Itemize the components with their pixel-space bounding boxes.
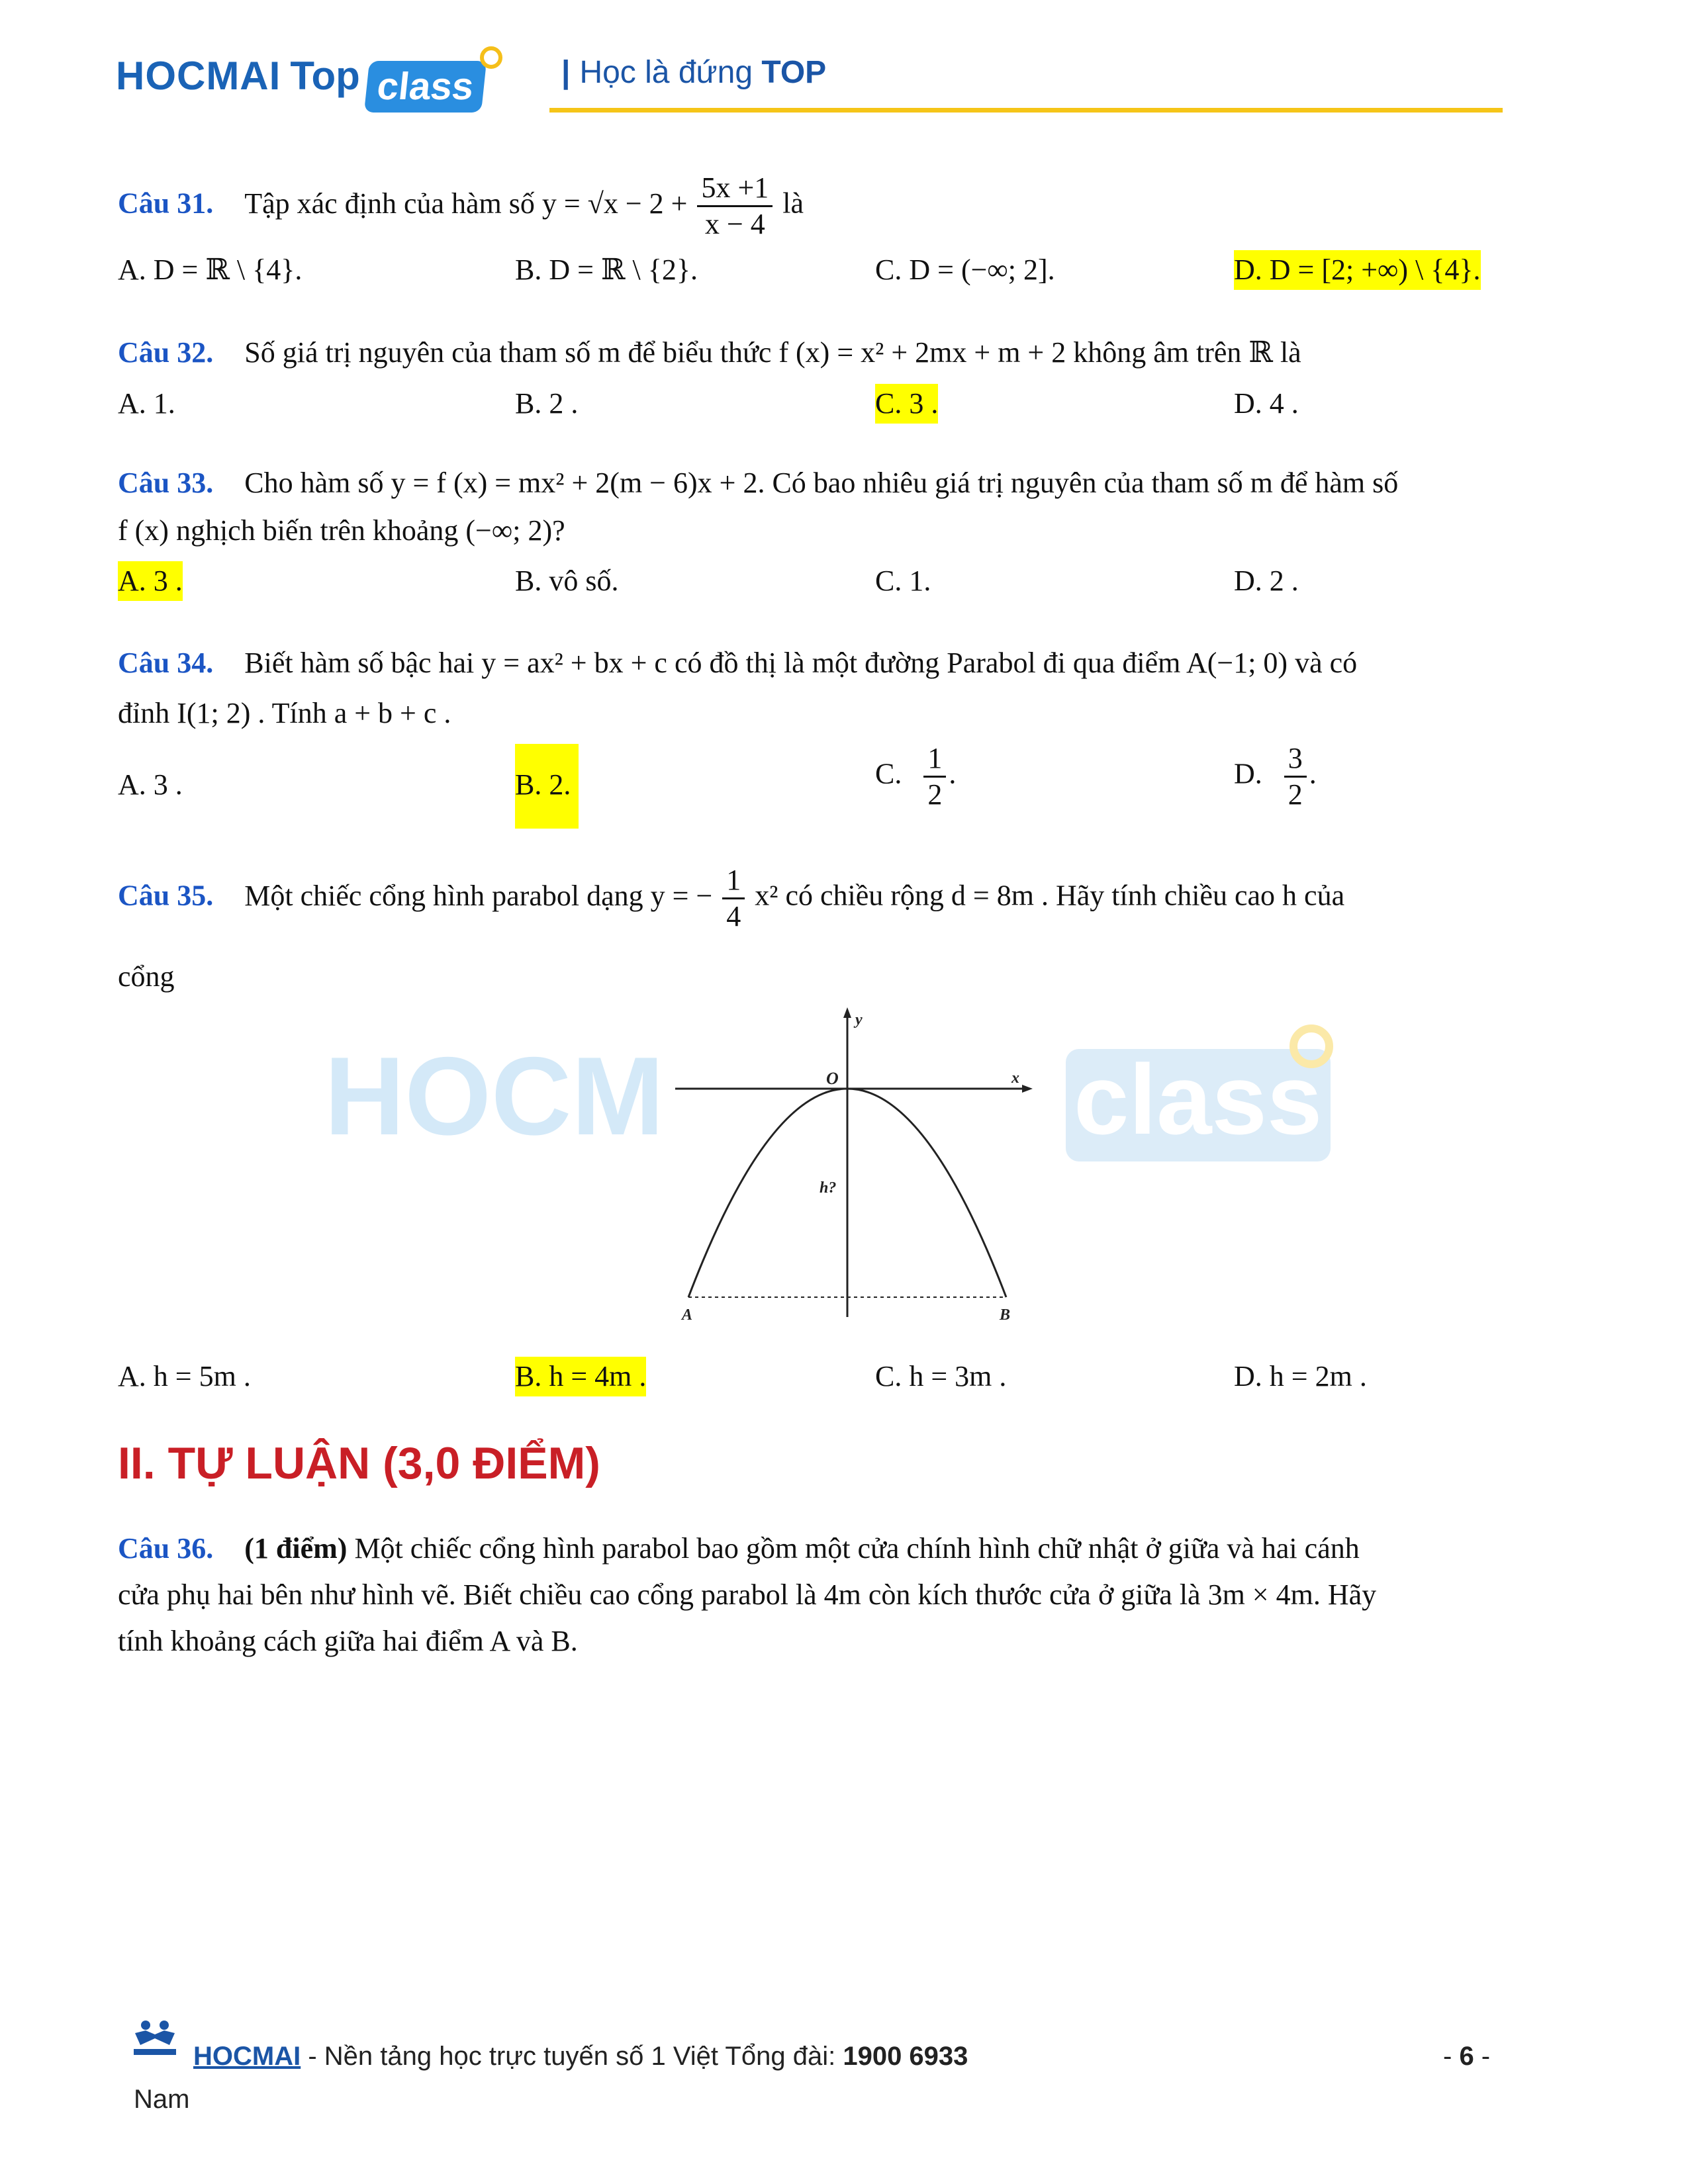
tagline-divider: |: [561, 55, 571, 90]
watermark-class: class: [1074, 1044, 1323, 1155]
height-label: h?: [820, 1179, 837, 1197]
x-axis-label: x: [1011, 1069, 1019, 1087]
q35-option-c[interactable]: C. h = 3m .: [875, 1360, 1007, 1392]
question-36-points: (1 điểm): [244, 1532, 348, 1565]
q34-option-a[interactable]: A. 3 .: [118, 768, 183, 801]
logo-hocmai-text: HOCMAI: [116, 54, 281, 98]
question-36-text-line3: tính khoảng cách giữa hai điểm A và B.: [118, 1625, 578, 1657]
logo-top-text: Top: [290, 54, 360, 98]
q33-option-a-correct[interactable]: A. 3 .: [118, 561, 183, 601]
fraction-numerator: 5x +1: [697, 173, 773, 207]
point-b-label: B: [1000, 1306, 1011, 1324]
q34-option-d[interactable]: [1234, 744, 1317, 809]
question-36-text-line2: cửa phụ hai bên như hình vẽ. Biết chiều cao cổng parabol là 4m còn kích thước cửa ở giữa là 3m × 4m. Hãy: [118, 1578, 1377, 1611]
figure-background: [675, 1006, 1033, 1330]
q34-option-b-correct[interactable]: B. 2.: [515, 768, 571, 801]
fraction-denominator: 2: [927, 778, 943, 811]
hocmai-topclass-logo: [116, 53, 484, 113]
q34-option-c[interactable]: [875, 744, 956, 809]
question-31-number: Câu 31.: [118, 187, 214, 220]
question-34-text: Biết hàm số bậc hai y = ax² + bx + c có đồ thị là một đường Parabol đi qua điểm A(−1; 0) và có: [244, 647, 1358, 679]
question-34-stem: [118, 643, 1357, 683]
q34-option-d-fraction: [1284, 744, 1307, 809]
header-underline: [549, 108, 1503, 113]
question-31-stem: [118, 173, 804, 239]
q34-option-c-label: C.: [875, 757, 902, 790]
page-number-value: 6: [1459, 2042, 1474, 2071]
fraction-denominator: x − 4: [704, 208, 765, 240]
q33-option-b[interactable]: B. vô số.: [515, 565, 619, 597]
q32-option-b[interactable]: B. 2 .: [515, 387, 579, 420]
q32-option-d[interactable]: D. 4 .: [1234, 387, 1299, 420]
header-tagline: [561, 54, 826, 91]
question-31-text: Tập xác định của hàm số y = √x − 2 +: [244, 187, 688, 220]
q32-option-c-correct[interactable]: C. 3 .: [875, 384, 938, 424]
question-34-text-line2: đỉnh I(1; 2) . Tính a + b + c .: [118, 697, 451, 729]
fraction-numerator: 3: [1284, 744, 1307, 778]
question-33-number: Câu 33.: [118, 467, 214, 499]
question-32-text: Số giá trị nguyên của tham số m để biểu thức f (x) = x² + 2mx + m + 2 không âm trên ℝ là: [244, 336, 1301, 369]
logo-class-badge: class: [364, 61, 487, 113]
page-number-suffix: -: [1474, 2042, 1491, 2071]
tagline-text: Học là đứng: [579, 55, 753, 90]
question-36-stem: [118, 1529, 1360, 1569]
question-35-fraction: [722, 866, 745, 931]
question-36-number: Câu 36.: [118, 1532, 214, 1565]
footer-description: - Nền tảng học trực tuyến số 1 Việt Tổng đài:: [301, 2042, 843, 2071]
question-35-text-end: x² có chiều rộng d = 8m . Hãy tính chiều cao h của: [755, 879, 1345, 912]
footer-text: [134, 2042, 968, 2071]
fraction-denominator: 2: [1288, 778, 1303, 811]
fraction-denominator: 4: [726, 900, 741, 933]
tagline-top: TOP: [761, 55, 827, 90]
q35-option-d[interactable]: D. h = 2m .: [1234, 1360, 1367, 1392]
q34-option-d-dot: .: [1309, 757, 1317, 790]
page-number: [1443, 2042, 1490, 2071]
q34-option-c-fraction: [923, 744, 946, 809]
q35-option-b-correct[interactable]: B. h = 4m .: [515, 1357, 646, 1396]
origin-label: O: [826, 1069, 839, 1088]
q31-option-b[interactable]: B. D = ℝ \ {2}.: [515, 253, 698, 286]
q31-option-c[interactable]: C. D = (−∞; 2].: [875, 253, 1055, 286]
footer-last-line: Nam: [134, 2085, 190, 2114]
question-35-text-line2: cổng: [118, 960, 175, 993]
question-35-number: Câu 35.: [118, 879, 214, 912]
watermark-hocmai: HOCM: [324, 1034, 665, 1158]
fraction-numerator: 1: [923, 744, 946, 778]
parabola-gate-figure: [675, 1006, 1033, 1330]
q32-option-a[interactable]: A. 1.: [118, 387, 175, 420]
logo-sun-icon: [480, 46, 502, 69]
question-31-text-end: là: [782, 187, 804, 220]
footer-brand-link[interactable]: HOCMAI: [193, 2042, 301, 2071]
question-34-number: Câu 34.: [118, 647, 214, 679]
point-a-label: A: [682, 1306, 693, 1324]
page-number-prefix: -: [1443, 2042, 1460, 2071]
q31-option-d-correct[interactable]: D. D = [2; +∞) \ {4}.: [1234, 250, 1481, 290]
q33-option-c[interactable]: C. 1.: [875, 565, 931, 597]
question-32-stem: [118, 333, 1301, 373]
q34-option-d-label: D.: [1234, 757, 1262, 790]
q33-option-d[interactable]: D. 2 .: [1234, 565, 1299, 597]
question-36-text: Một chiếc cổng hình parabol bao gồm một cửa chính hình chữ nhật ở giữa và hai cánh: [354, 1532, 1360, 1565]
q31-option-a[interactable]: A. D = ℝ \ {4}.: [118, 253, 303, 286]
section-2-title: II. TỰ LUẬN (3,0 ĐIỂM): [118, 1438, 600, 1488]
question-33-text-line2: f (x) nghịch biến trên khoảng (−∞; 2)?: [118, 514, 565, 547]
question-33-stem: [118, 463, 1398, 503]
fraction-numerator: 1: [722, 866, 745, 899]
question-31-fraction: [697, 173, 773, 239]
question-35-stem: [118, 866, 1344, 931]
question-32-number: Câu 32.: [118, 336, 214, 369]
question-33-text: Cho hàm số y = f (x) = mx² + 2(m − 6)x + 2. Có bao nhiêu giá trị nguyên của tham số m để hàm số: [244, 467, 1399, 499]
q35-option-a[interactable]: A. h = 5m .: [118, 1360, 251, 1392]
q34-option-c-dot: .: [949, 757, 957, 790]
y-axis-label: y: [855, 1011, 863, 1028]
footer-hotline: 1900 6933: [843, 2042, 968, 2071]
question-35-text: Một chiếc cổng hình parabol dạng y = −: [244, 879, 713, 912]
watermark-sun-icon: [1289, 1024, 1333, 1068]
